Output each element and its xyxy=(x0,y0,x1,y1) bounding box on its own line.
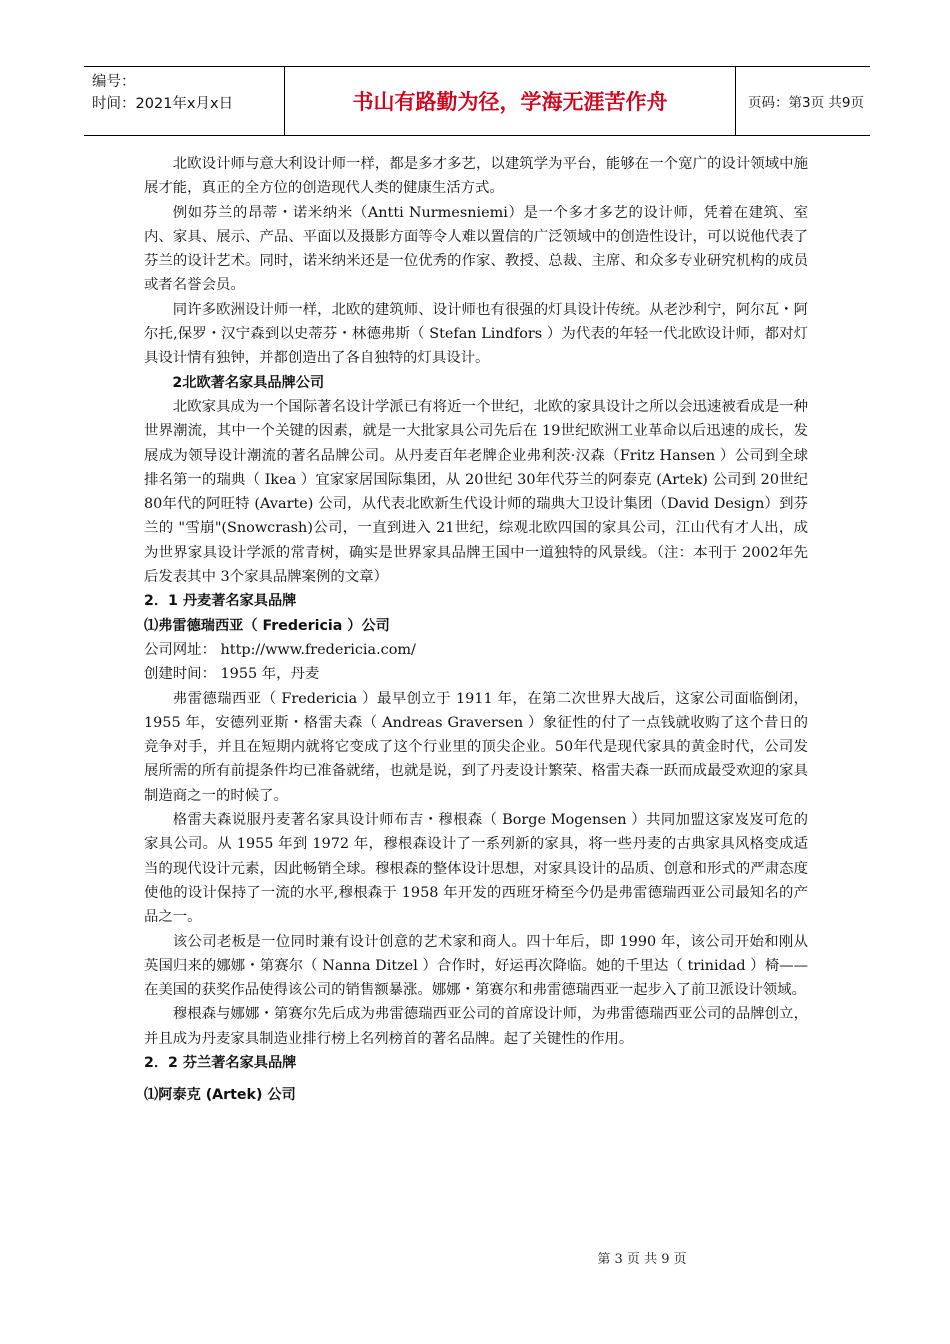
header-page-indicator: 页码：第3页 共9页 xyxy=(748,95,864,111)
subsection-heading: 2．2 芬兰著名家具品牌 xyxy=(144,1054,297,1071)
section-heading: 2北欧著名家具品牌公司 xyxy=(172,374,325,391)
page-footer: 第 3 页 共 9 页 xyxy=(597,1252,687,1267)
body-paragraph: 该公司老板是一位同时兼有设计创意的艺术家和商人。四十年后，即 1990 年，该公司开始和刚从英国归来的娜娜・第赛尔（ Nanna Ditzel ）合作时，好运再次降临。她的千里达（ trinidad ）椅——在美国的获奖作品使得该公司的销售额暴涨。娜娜・第赛尔和弗雷德瑞西亚一起步入了前卫派设计领域。 xyxy=(144,933,808,999)
body-paragraph: 弗雷德瑞西亚（ Fredericia ）最早创立于 1911 年，在第二次世界大战后，这家公司面临倒闭， 1955 年，安德列亚斯・格雷夫森（ Andreas Graversen ）象征性的付了一点钱就收购了这个昔日的竞争对手，并且在短期内就将它变成了这个行业里的顶尖企业。50年代是现代家具的黄金时代，公司发展所需的所有前提条件均已准备就绪，也就是说，到了丹麦设计繁荣、格雷夫森一跃而成最受欢迎的家具制造商之一的时候了。 xyxy=(144,690,808,804)
document-number-label: 编号： xyxy=(92,74,136,90)
company-website: 公司网址： http://www.fredericia.com/ xyxy=(144,641,416,658)
page-header xyxy=(84,66,870,136)
document-body xyxy=(144,152,808,1108)
body-paragraph: 格雷夫森说服丹麦著名家具设计师布吉・穆根森（ Borge Mogensen ）共同加盟这家岌岌可危的家具公司。从 1955 年到 1972 年，穆根森设计了一系列新的家具，将一些丹麦的古典家具风格变成适当的现代设计元素，因此畅销全球。穆根森的整体设计思想，对家具设计的品质、创意和形式的严肃态度使他的设计保持了一流的水平,穆根森于 1958 年开发的西班牙椅至今仍是弗雷德瑞西亚公司最知名的产品之一。 xyxy=(144,812,808,926)
body-paragraph: 北欧设计师与意大利设计师一样，都是多才多艺，以建筑学为平台，能够在一个宽广的设计领域中施展才能，真正的全方位的创造现代人类的健康生活方式。 xyxy=(144,156,808,197)
body-paragraph: 北欧家具成为一个国际著名设计学派已有将近一个世纪，北欧的家具设计之所以会迅速被看成是一种世界潮流，其中一个关键的因素，就是一大批家具公司先后在 19世纪欧洲工业革命以后迅速的成长，发展成为领导设计潮流的著名品牌公司。从丹麦百年老牌企业弗利茨·汉森（Fritz Hansen ）公司到全球排名第一的瑞典（ Ikea ）宜家家居国际集团，从 20世纪 30年代芬兰的阿泰克 (Artek) 公司到 20世纪 80年代的阿旺特 (Avarte) 公司，从代表北欧新生代设计师的瑞典大卫设计集团（David Design）到芬兰的 "雪崩"(Snowcrash)公司，一直到进入 21世纪，综观北欧四国的家具公司，江山代有才人出，成为世界家具设计学派的常青树，确实是世界家具品牌王国中一道独特的风景线。（注：本刊于 2002年先后发表其中 3个家具品牌案例的文章） xyxy=(144,398,808,586)
header-info xyxy=(84,67,284,135)
body-paragraph: 同许多欧洲设计师一样，北欧的建筑师、设计师也有很强的灯具设计传统。从老沙利宁，阿尔瓦・阿尔托,保罗・汉宁森到以史蒂芬・林德弗斯（ Stefan Lindfors ）为代表的年轻一代北欧设计师，都对灯具设计情有独钟，并都创造出了各自独特的灯具设计。 xyxy=(144,301,808,367)
body-paragraph: 例如芬兰的昂蒂・诺米纳米（Antti Nurmesniemi）是一个多才多艺的设计师，凭着在建筑、室内、家具、展示、产品、平面以及摄影方面等令人难以置信的广泛领域中的创造性设计，可以说他代表了芬兰的设计艺术。同时，诺米纳米还是一位优秀的作家、教授、总裁、主席、和众多专业研究机构的成员或者名誉会员。 xyxy=(144,204,808,294)
body-paragraph: 穆根森与娜娜・第赛尔先后成为弗雷德瑞西亚公司的首席设计师，为弗雷德瑞西亚公司的品牌创立，并且成为丹麦家具制造业排行榜上名列榜首的著名品牌。起了关键性的作用。 xyxy=(144,1006,808,1047)
subsection-heading: 2．1 丹麦著名家具品牌 xyxy=(144,593,297,610)
company-heading: ⑴阿泰克 (Artek) 公司 xyxy=(144,1087,296,1104)
company-heading: ⑴弗雷德瑞西亚（ Fredericia ）公司 xyxy=(144,617,390,634)
document-date-label: 时间：2021年x月x日 xyxy=(92,96,234,112)
company-founded: 创建时间： 1955 年，丹麦 xyxy=(144,666,320,683)
header-motto: 书山有路勤为径，学海无涯苦作舟 xyxy=(284,67,736,135)
